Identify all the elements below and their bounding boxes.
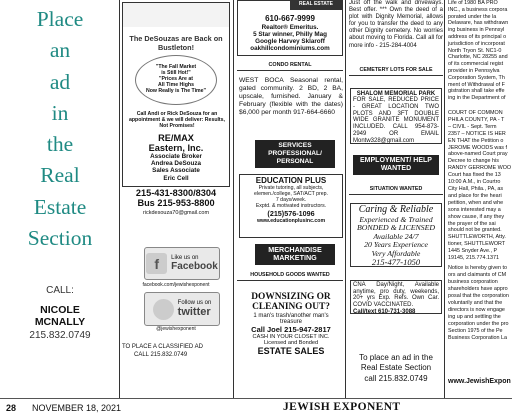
- shalom-title: SHALOM MEMORIAL PARK: [356, 91, 436, 97]
- notice-line: INC., a business corpora: [448, 6, 508, 13]
- sklaroff-line: Google Harvey Sklaroff: [255, 38, 325, 45]
- notice-line: should not be granted.: [448, 227, 502, 234]
- sklaroff-line: 5 Star winner, Philly Mag: [253, 31, 327, 38]
- education-phone: (215)576-1096: [267, 209, 315, 219]
- caring-line: Very Affordable: [371, 248, 421, 258]
- shalom-memorial-ad: [350, 88, 442, 144]
- downsizing-line: 1 man's trash/another man's: [253, 312, 329, 319]
- downsizing-title: DOWNSIZING OR CLEANING OUT?: [251, 292, 331, 313]
- caring-line: Experienced & Trained: [359, 214, 433, 224]
- promo-line: in: [51, 100, 69, 125]
- notice-line: tioner, SHUTTLEWORT: [448, 241, 506, 248]
- notice-line: Corporation System, Th: [448, 74, 505, 81]
- page-footer: [0, 398, 512, 418]
- column-divider: [444, 0, 445, 398]
- notice-line: posal that the corporation: [448, 293, 509, 299]
- facebook-button[interactable]: [144, 247, 220, 280]
- promo-line: Place: [36, 7, 84, 31]
- notice-line: jurisdiction of incorporat: [448, 40, 505, 47]
- notice-line: corporation under the pro: [448, 321, 509, 327]
- notice-line: petition, when and whe: [448, 199, 504, 206]
- facebook-url[interactable]: facebook.com/jewishexponent: [142, 282, 210, 288]
- column-divider: [119, 0, 120, 398]
- facebook-like-label: Like us on: [171, 254, 199, 261]
- downsizing-ad: [239, 292, 343, 356]
- notice-line: EN THAT the Petition o: [448, 137, 504, 144]
- notice-line: 19145, 215.774.1371: [448, 255, 499, 262]
- place-ad-note: [349, 353, 443, 384]
- ad-photo-strip: [123, 3, 229, 27]
- caring-line: BONDED & LICENSED: [357, 223, 435, 232]
- issue-date: NOVEMBER 18, 2021: [32, 403, 122, 413]
- promo-line: ad: [49, 69, 71, 94]
- notice-line: of its commercial regist: [448, 61, 504, 68]
- column-divider: [233, 0, 234, 398]
- notice-line: ing in the Department of: [448, 95, 506, 102]
- caring-line: 20 Years Experience: [364, 240, 428, 249]
- household-header: HOUSEHOLD GOODS WANTED: [237, 272, 343, 281]
- company-name: Eastern, Inc.: [148, 143, 204, 153]
- sklaroff-phone: 610-667-9999: [265, 14, 315, 23]
- court-notice: [448, 110, 511, 262]
- notice-line: ment of Withdrawal of F: [448, 81, 505, 88]
- notice-line: 2357 – NOTICE IS HER: [448, 130, 506, 137]
- notice-line: ing up and settling the: [448, 314, 501, 320]
- cash-closet: CASH IN YOUR CLOSET INC.: [252, 334, 330, 341]
- education-line: 7 days/week.: [275, 197, 307, 204]
- cna-text: CNA Day/Night, Available anytime, pro duty, weekends, 20+ yrs Exp. Refs. Own Car. COVID VACCINATED.: [353, 282, 439, 309]
- twitter-button[interactable]: [144, 292, 220, 326]
- notice-line: RANDY GERROME WOO: [448, 165, 512, 172]
- notice-line: Delaware, has withdrawn: [448, 20, 509, 27]
- promo-line: an: [49, 38, 71, 63]
- notice-line: show cause, if any they: [448, 213, 505, 220]
- notice-line: City Hall, Phila., PA, as: [448, 185, 504, 192]
- notice-line: voluntarily and that the: [448, 300, 503, 306]
- caring-line: Available 24/7: [373, 231, 419, 241]
- notice-line: above-named Court pray: [448, 151, 508, 158]
- notice-line: directors is now engage: [448, 307, 505, 313]
- notice-line: and place for the heari: [448, 192, 502, 199]
- website-link[interactable]: www.JewishExpon: [448, 378, 511, 385]
- notice-line: – CIVIL - Sept. Term: [448, 123, 497, 130]
- classified-line: TO PLACE A CLASSIFIED AD: [122, 344, 203, 350]
- education-title: EDUCATION PLUS: [255, 176, 327, 185]
- notice-line: SHUTTLEWORTH, Atty.: [448, 234, 506, 241]
- promo-line: Estate: [33, 194, 87, 219]
- cemetery-header: CEMETERY LOTS FOR SALE: [349, 67, 443, 76]
- notice-line: gistration shall take effe: [448, 88, 505, 95]
- hot-market-badge: [135, 55, 217, 105]
- caring-title: Caring & Reliable: [358, 204, 434, 215]
- notice-line: business corporation: [448, 279, 498, 285]
- notice-line: 1445 Snyder Ave., P: [448, 248, 498, 255]
- agent-email[interactable]: rickdesouza70@gmail.com: [142, 210, 210, 216]
- place-ad-line: call 215.832.0749: [364, 373, 428, 383]
- licensed: Licensed and Bonded: [263, 340, 319, 347]
- agent-line: Sales Associate: [152, 167, 200, 175]
- notice-line: Life of 1980 BA PRO: [448, 0, 498, 6]
- notice-line: ing business in Pennsyl: [448, 27, 505, 34]
- sklaroff-ad: [237, 0, 343, 56]
- notice-line: Charlotte, NC 28255 and: [448, 54, 508, 61]
- education-plus-ad: [239, 174, 343, 238]
- twitter-label: twitter: [177, 306, 211, 318]
- situation-header: SITUATION WANTED: [349, 186, 443, 195]
- place-ad-line: Real Estate Section: [360, 363, 432, 373]
- publication-name: JEWISH EXPONENT: [283, 401, 401, 413]
- agent-phone-2: Bus 215-953-8800: [137, 198, 215, 208]
- dissolution-notice: [448, 265, 509, 342]
- remax-brand: RE/MAX: [158, 133, 194, 143]
- twitter-follow-label: Follow us on: [177, 300, 212, 306]
- notice-line: 10:00 A.M., in Courtro: [448, 179, 501, 186]
- caring-reliable-ad: [350, 203, 442, 267]
- twitter-handle[interactable]: @jewishexponent: [156, 326, 196, 332]
- place-ad-line: To place an ad in the: [359, 353, 433, 362]
- services-header: SERVICES PROFESSIONAL/ PERSONAL: [255, 140, 335, 168]
- notice-line: Court has fixed the 13: [448, 172, 501, 179]
- withdrawal-notice: [448, 0, 508, 102]
- promo-line: Section: [27, 226, 93, 251]
- sklaroff-line: Realtor® Emeritus.: [261, 24, 319, 31]
- condo-rental-ad: WEST BOCA Seasonal rental, gated community. 2 BD, 2 BA, upscale, furnished. January & February (flexible with the dates) $6,000 per month 917-664-6660: [239, 77, 343, 116]
- education-line: elemen./college, SAT/ACT prep.: [254, 191, 328, 198]
- notice-line: North Tryon St. NC1-0: [448, 47, 502, 54]
- downsizing-line: treasure: [279, 319, 302, 326]
- page-number: 28: [6, 403, 17, 413]
- education-site[interactable]: www.educationplusinc.com: [256, 218, 326, 225]
- agent-list: [125, 153, 227, 182]
- notice-line: Business Corporation La: [448, 335, 508, 341]
- notice-line: Decree to change his: [448, 158, 499, 165]
- badge-line: is Still Hot!": [161, 70, 191, 77]
- badge-line: "The Fall Market: [155, 64, 197, 70]
- employment-header: EMPLOYMENT/ HELP WANTED: [353, 155, 439, 175]
- cna-ad: [350, 280, 442, 314]
- classified-ad-note: [122, 344, 230, 359]
- promo-line: the: [46, 132, 74, 157]
- facebook-label: Facebook: [171, 261, 218, 273]
- legal-notices-column: [446, 0, 512, 398]
- agent-line: Eric Cell: [163, 174, 189, 182]
- education-line: Exptd. & motivated instructors.: [255, 203, 327, 210]
- notice-line: COURT OF COMMON: [448, 110, 503, 116]
- classified-line: CALL 215.832.0749: [134, 351, 188, 358]
- estate-sales: ESTATE SALES: [257, 346, 325, 357]
- promo-contact: [0, 285, 120, 342]
- notice-line: the prayer of the sai: [448, 220, 496, 227]
- badge-line: "Prices Are at: [159, 76, 193, 83]
- shalom-text: FOR SALE, REDUCED PRICE - GREAT LOCATION TWO PLOTS AND 3FT DOUBLE WIDE GRANITE MONUMENT INCLUDED. CALL 954-873-2949 OR EMAIL Montw328@gmail.com: [353, 97, 439, 144]
- cna-phone: Call/text 610-731-3088: [353, 308, 416, 315]
- notice-line: sons interested may a: [448, 206, 501, 213]
- desouza-title: The DeSouzas are Back on Bustleton!: [129, 34, 223, 52]
- caring-phone: 215-477-1050: [371, 257, 421, 267]
- appointment-text: Call Andi or Rick DeSouza for an appointment & we will deliver: Results, Not Promises!: [129, 111, 225, 130]
- agent-phone-1: 215-431-8300/8304: [135, 188, 217, 198]
- promo-headline: [0, 4, 120, 254]
- notice-line: PHILA COUNTY, PA - T: [448, 116, 505, 123]
- notice-line: porated under the la: [448, 13, 497, 20]
- contact-name-last: MCNALLY: [34, 316, 86, 328]
- notice-line: shareholders have appro: [448, 286, 508, 292]
- ad-banner: REAL ESTATE: [290, 1, 342, 10]
- condo-rental-header: CONDO RENTAL: [237, 62, 343, 71]
- notice-line: ors and claimants of CM: [448, 272, 507, 278]
- call-label: CALL:: [46, 285, 74, 296]
- joel-phone: Call Joel 215-947-2817: [251, 324, 331, 334]
- notice-line: Section 1975 of the Pe: [448, 328, 503, 334]
- notice-line: provider in Pennsylva: [448, 67, 500, 74]
- merchandise-header: MERCHANDISE MARKETING: [255, 244, 335, 265]
- desouza-ad: [122, 2, 230, 187]
- sklaroff-site[interactable]: oakhillcondominiums.com: [250, 45, 330, 52]
- education-line: Private tutoring, all subjects,: [258, 185, 324, 191]
- contact-phone: 215.832.0749: [29, 330, 91, 341]
- notice-line: Notice is hereby given to: [448, 265, 508, 271]
- dignity-memorial-ad: Just off the walk and driveways. Best offer. *** Own the deed of a plot with Dignity Memorial, allows for you to transfer the deed to any other Dignity cemetery. No worries about moving to Florida. Call all for more info - 215-284-4004: [349, 0, 443, 49]
- notice-line: address of its principal o: [448, 33, 507, 40]
- agent-line: Associate Broker: [150, 153, 202, 160]
- facebook-icon: f: [146, 253, 167, 274]
- promo-line: Real: [40, 163, 80, 188]
- column-divider: [345, 0, 346, 398]
- twitter-bird-icon: [153, 299, 174, 320]
- badge-line: All Time Highs: [158, 82, 194, 89]
- agent-line: Andrea DeSouza: [150, 160, 202, 168]
- contact-name-first: NICOLE: [40, 304, 80, 316]
- badge-line: Now Really is The Time": [145, 88, 207, 95]
- notice-line: JEROME WOODS was f: [448, 144, 508, 151]
